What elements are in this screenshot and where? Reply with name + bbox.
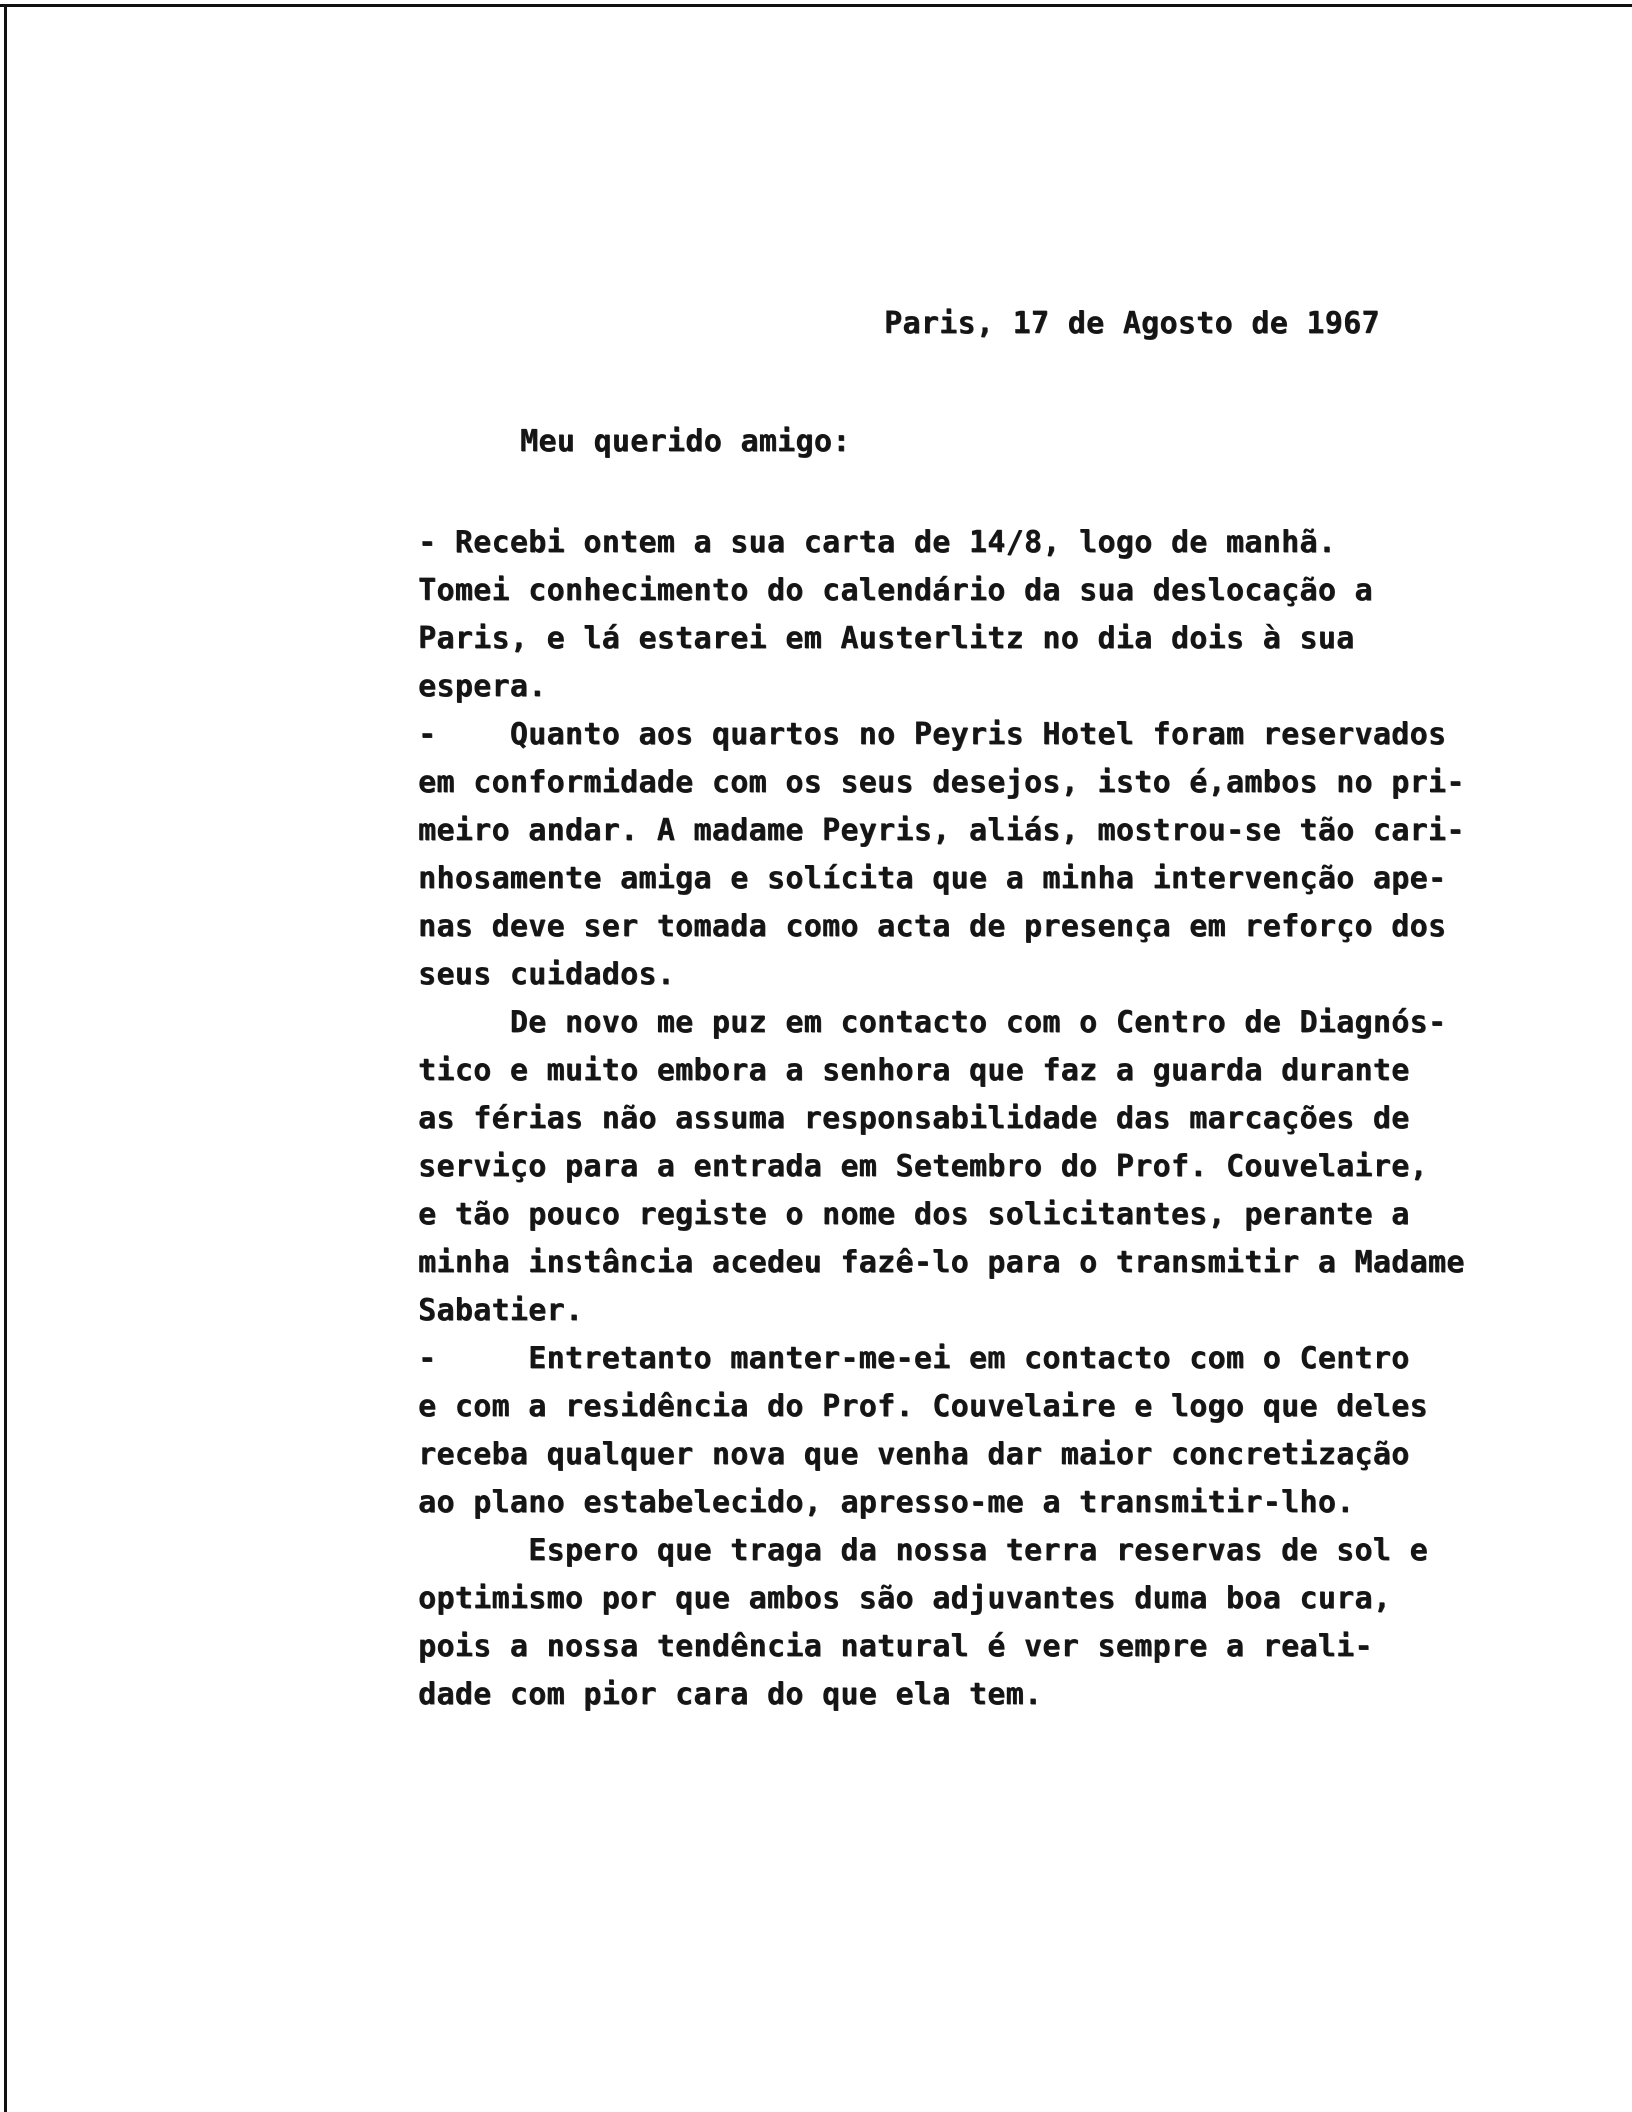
- body-line: receba qualquer nova que venha dar maior concretização: [418, 1437, 1410, 1472]
- body-line: - Entretanto manter-me-ei em contacto com o Centro: [418, 1341, 1410, 1376]
- body-line: Espero que traga da nossa terra reservas de sol e: [418, 1533, 1428, 1568]
- body-line: Sabatier.: [418, 1293, 584, 1328]
- body-line: - Quanto aos quartos no Peyris Hotel foram reservados: [418, 717, 1447, 752]
- body-line: Tomei conhecimento do calendário da sua deslocação a: [418, 573, 1373, 608]
- body-line: em conformidade com os seus desejos, isto é,ambos no pri-: [418, 765, 1465, 800]
- body-line: espera.: [418, 669, 547, 704]
- body-line: serviço para a entrada em Setembro do Prof. Couvelaire,: [418, 1149, 1428, 1184]
- body-line: e tão pouco registe o nome dos solicitantes, perante a: [418, 1197, 1410, 1232]
- body-line: dade com pior cara do que ela tem.: [418, 1677, 1043, 1712]
- body-line: - Recebi ontem a sua carta de 14/8, logo de manhã.: [418, 525, 1337, 560]
- body-line: minha instância acedeu fazê-lo para o transmitir a Madame: [418, 1245, 1465, 1280]
- letter-date: Paris, 17 de Agosto de 1967: [884, 306, 1380, 341]
- body-line: as férias não assuma responsabilidade das marcações de: [418, 1101, 1410, 1136]
- body-line: optimismo por que ambos são adjuvantes duma boa cura,: [418, 1581, 1392, 1616]
- letter-salutation: Meu querido amigo:: [520, 424, 851, 459]
- body-line: De novo me puz em contacto com o Centro de Diagnós-: [418, 1005, 1447, 1040]
- body-line: seus cuidados.: [418, 957, 676, 992]
- body-line: nhosamente amiga e solícita que a minha intervenção ape-: [418, 861, 1447, 896]
- body-line: ao plano estabelecido, apresso-me a transmitir-lho.: [418, 1485, 1355, 1520]
- body-line: e com a residência do Prof. Couvelaire e logo que deles: [418, 1389, 1428, 1424]
- body-line: nas deve ser tomada como acta de presença em reforço dos: [418, 909, 1447, 944]
- body-line: meiro andar. A madame Peyris, aliás, mostrou-se tão cari-: [418, 813, 1465, 848]
- body-line: Paris, e lá estarei em Austerlitz no dia dois à sua: [418, 621, 1355, 656]
- body-line: tico e muito embora a senhora que faz a guarda durante: [418, 1053, 1410, 1088]
- body-line: pois a nossa tendência natural é ver sempre a reali-: [418, 1629, 1373, 1664]
